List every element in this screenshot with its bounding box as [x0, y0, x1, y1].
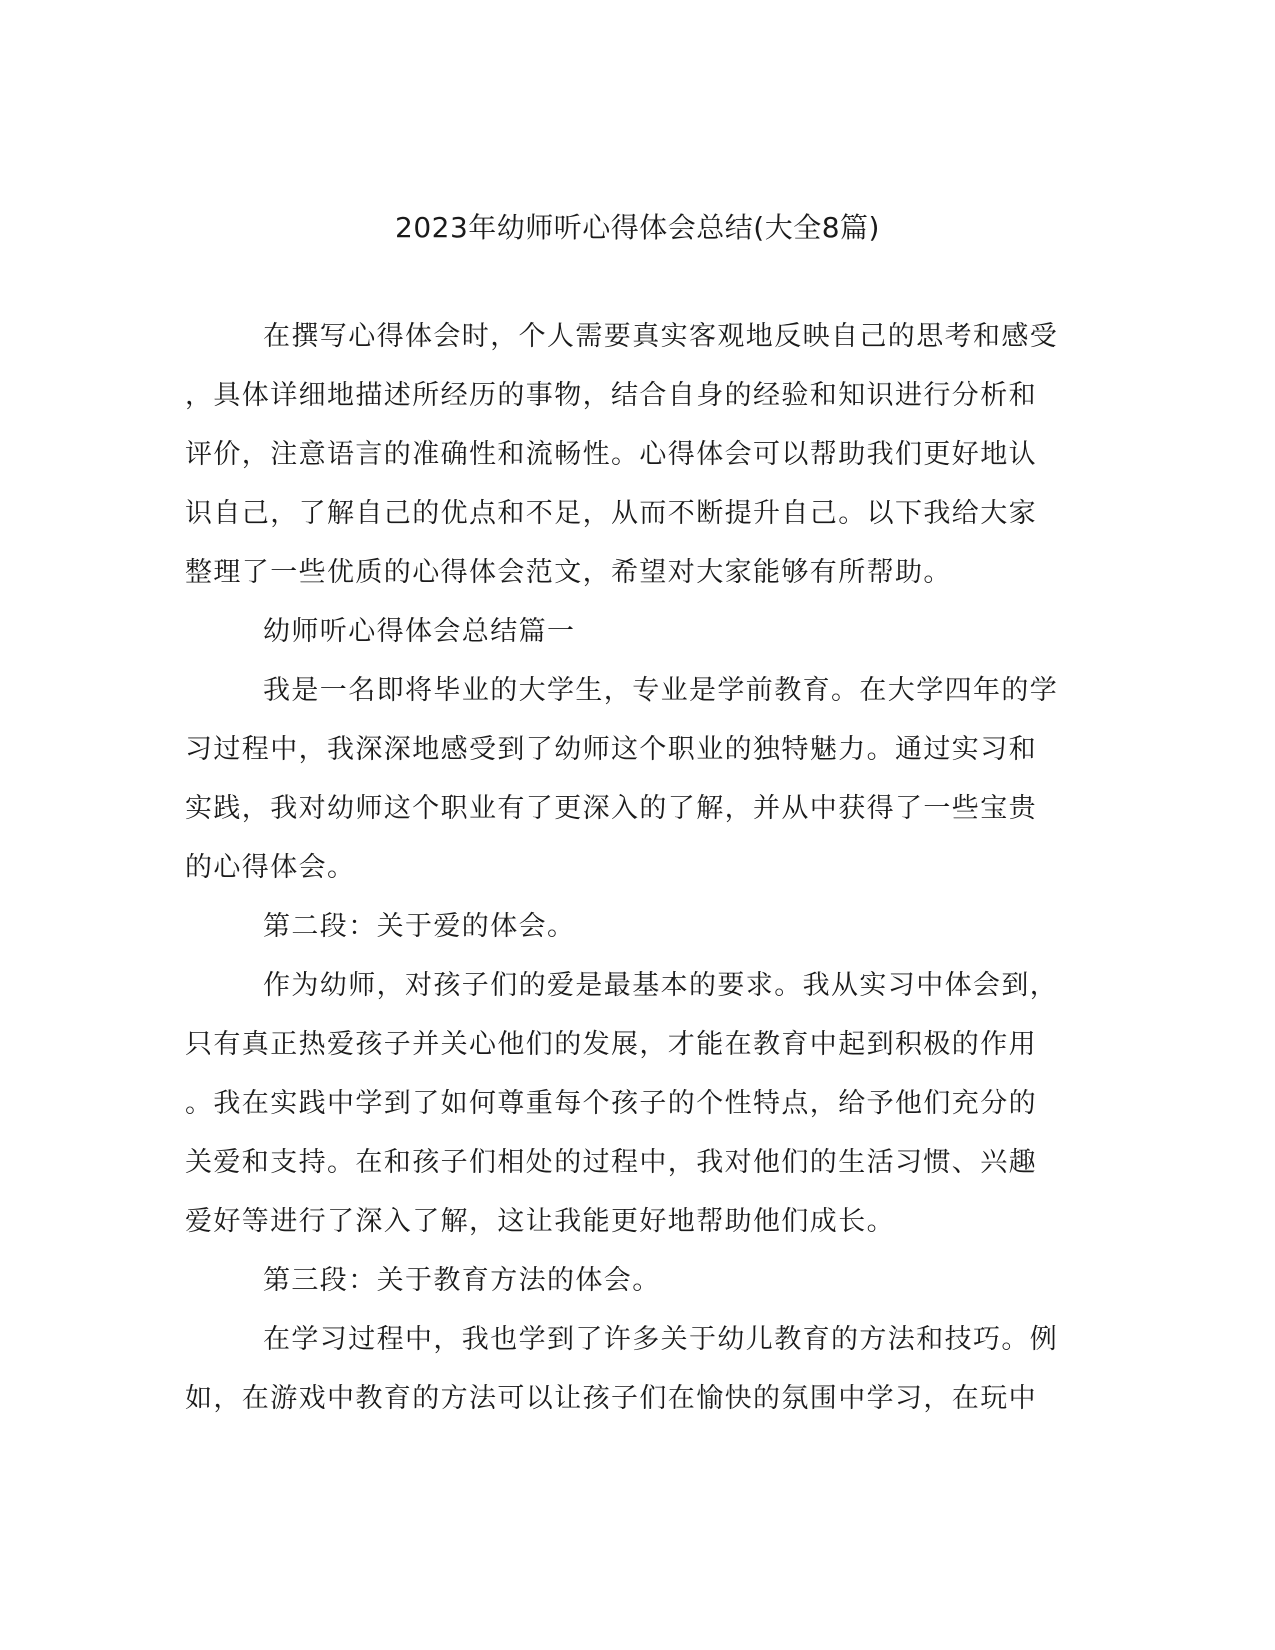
body-line: 我是一名即将毕业的大学生，专业是学前教育。在大学四年的学: [263, 675, 1059, 706]
body-line: 在学习过程中，我也学到了许多关于幼儿教育的方法和技巧。例: [263, 1324, 1059, 1355]
body-line: 作为幼师，对孩子们的爱是最基本的要求。我从实习中体会到，: [263, 970, 1059, 1001]
body-line: 爱好等进行了深入了解，这让我能更好地帮助他们成长。: [185, 1206, 895, 1237]
intro-line: 评价，注意语言的准确性和流畅性。心得体会可以帮助我们更好地认: [185, 439, 1037, 470]
paragraph-heading: 第二段：关于爱的体会。: [263, 911, 576, 942]
body-line: 只有真正热爱孩子并关心他们的发展，才能在教育中起到积极的作用: [185, 1029, 1037, 1060]
body-line: 关爱和支持。在和孩子们相处的过程中，我对他们的生活习惯、兴趣: [185, 1147, 1037, 1178]
body-line: 的心得体会。: [185, 852, 356, 883]
intro-line: 整理了一些优质的心得体会范文，希望对大家能够有所帮助。: [185, 557, 952, 588]
intro-line: ，具体详细地描述所经历的事物，结合自身的经验和知识进行分析和: [185, 380, 1037, 411]
intro-line: 在撰写心得体会时，个人需要真实客观地反映自己的思考和感受: [263, 321, 1059, 352]
body-line: 如，在游戏中教育的方法可以让孩子们在愉快的氛围中学习，在玩中: [185, 1383, 1037, 1414]
document-title: 2023年幼师听心得体会总结(大全8篇): [395, 211, 880, 244]
paragraph-heading: 第三段：关于教育方法的体会。: [263, 1265, 661, 1296]
body-line: 习过程中，我深深地感受到了幼师这个职业的独特魅力。通过实习和: [185, 734, 1037, 765]
body-line: 。我在实践中学到了如何尊重每个孩子的个性特点，给予他们充分的: [185, 1088, 1037, 1119]
body-line: 实践，我对幼师这个职业有了更深入的了解，并从中获得了一些宝贵: [185, 793, 1037, 824]
intro-line: 识自己，了解自己的优点和不足，从而不断提升自己。以下我给大家: [185, 498, 1037, 529]
section-heading: 幼师听心得体会总结篇一: [263, 616, 576, 647]
